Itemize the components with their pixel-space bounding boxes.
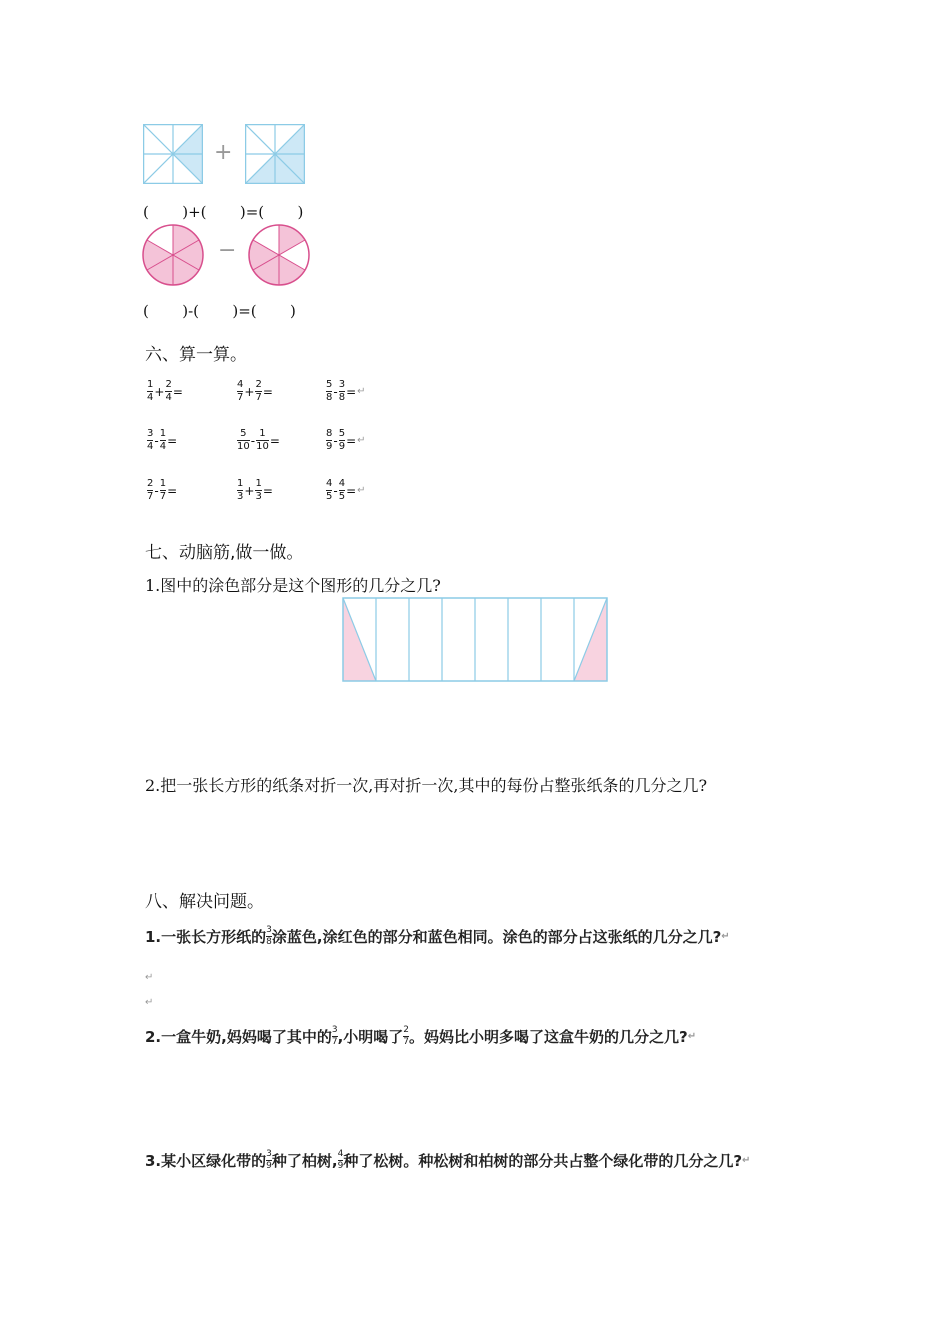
operator: - xyxy=(250,433,256,448)
fraction-a: $\frac{8}{9}$ xyxy=(326,428,333,452)
calc-problem xyxy=(326,479,366,502)
q2-fraction-2: $\frac{2}{7}$ xyxy=(403,1025,410,1047)
operator: - xyxy=(333,483,338,498)
fraction-b: $\frac{2}{7}$ xyxy=(255,379,262,403)
paragraph-mark-icon: ↵ xyxy=(145,972,154,983)
plus-operator: + xyxy=(214,140,233,165)
q3-text-middle: 种了柏树, xyxy=(271,1152,338,1170)
operator: + xyxy=(244,384,255,399)
equals-sign: = xyxy=(346,433,357,448)
calc-problem xyxy=(326,429,366,452)
paragraph-mark-icon: ↵ xyxy=(742,1155,751,1166)
q2-text-before: 2.一盒牛奶,妈妈喝了其中的 xyxy=(145,1028,332,1046)
calc-problem xyxy=(237,429,281,452)
calc-problem xyxy=(147,479,178,502)
equals-sign: = xyxy=(167,433,178,448)
q1-fraction: $\frac{3}{8}$ xyxy=(266,925,272,947)
q2-text-after: 。妈妈比小明多喝了这盒牛奶的几分之几? xyxy=(409,1028,688,1046)
fraction-b: $\frac{1}{4}$ xyxy=(159,428,167,452)
section7-question-2: 2.把一张长方形的纸条对折一次,再对折一次,其中的每份占整张纸条的几分之几? xyxy=(145,776,708,795)
paragraph-mark-icon: ↵ xyxy=(357,386,366,397)
operator: - xyxy=(154,483,159,498)
calc-problem xyxy=(237,479,274,502)
shaded-strip-figure xyxy=(342,597,608,683)
operator: - xyxy=(333,433,338,448)
q2-fraction-1: $\frac{3}{7}$ xyxy=(331,1025,338,1047)
subtraction-blank: ( )-( )=( ) xyxy=(143,302,296,320)
section6-title: 六、算一算。 xyxy=(145,345,247,365)
square-figure-right xyxy=(245,124,305,184)
fraction-b: $\frac{5}{9}$ xyxy=(338,428,346,452)
fraction-b: $\frac{4}{5}$ xyxy=(338,478,346,502)
fraction-a: $\frac{1}{4}$ xyxy=(147,379,154,403)
q3-fraction-2: $\frac{4}{9}$ xyxy=(337,1149,344,1171)
paragraph-mark-icon: ↵ xyxy=(721,931,730,942)
section8-question-3 xyxy=(145,1150,750,1171)
q1-text-after: 涂蓝色,涂红色的部分和蓝色相同。涂色的部分占这张纸的几分之几? xyxy=(271,928,722,946)
q3-text-after: 种了松树。种松树和柏树的部分共占整个绿化带的几分之几? xyxy=(343,1152,743,1170)
operator: + xyxy=(154,384,165,399)
fraction-a: $\frac{5}{10}$ xyxy=(237,428,250,452)
equals-sign: = xyxy=(346,384,357,399)
square-figure-left xyxy=(143,124,203,184)
calc-problem xyxy=(326,380,366,403)
section7-title: 七、动脑筋,做一做。 xyxy=(145,543,304,563)
fraction-a: $\frac{2}{7}$ xyxy=(147,478,154,502)
circle-figure-right xyxy=(248,224,310,286)
equals-sign: = xyxy=(172,384,183,399)
fraction-a: $\frac{5}{8}$ xyxy=(326,379,333,403)
fraction-a: $\frac{3}{4}$ xyxy=(147,428,154,452)
minus-operator: − xyxy=(218,238,237,263)
fraction-a: $\frac{4}{5}$ xyxy=(326,478,333,502)
q2-text-middle: ,小明喝了 xyxy=(337,1028,404,1046)
paragraph-mark-icon: ↵ xyxy=(687,1031,697,1042)
fraction-b: $\frac{2}{4}$ xyxy=(165,379,172,403)
equals-sign: = xyxy=(167,483,178,498)
circle-figure-left xyxy=(142,224,204,286)
fraction-a: $\frac{4}{7}$ xyxy=(237,379,244,403)
addition-blank: ( )+( )=( ) xyxy=(143,203,304,221)
q1-text-before: 1.一张长方形纸的 xyxy=(145,928,267,946)
fraction-b: $\frac{1}{7}$ xyxy=(159,478,167,502)
equals-sign: = xyxy=(262,384,273,399)
section8-question-1 xyxy=(145,926,730,947)
paragraph-mark-icon: ↵ xyxy=(145,997,154,1008)
calc-problem xyxy=(237,380,274,403)
paragraph-mark-icon: ↵ xyxy=(357,485,366,496)
operator: - xyxy=(333,384,338,399)
section7-question-1: 1.图中的涂色部分是这个图形的几分之几? xyxy=(145,576,441,595)
equals-sign: = xyxy=(346,483,357,498)
q3-text-before: 3.某小区绿化带的 xyxy=(145,1152,267,1170)
section8-question-2 xyxy=(145,1026,696,1047)
fraction-a: $\frac{1}{3}$ xyxy=(237,478,244,502)
section8-title: 八、解决问题。 xyxy=(145,892,264,912)
paragraph-mark-icon: ↵ xyxy=(357,435,366,446)
operator: - xyxy=(154,433,159,448)
equals-sign: = xyxy=(262,483,273,498)
calc-problem xyxy=(147,429,178,452)
operator: + xyxy=(244,483,255,498)
fraction-b: $\frac{3}{8}$ xyxy=(338,379,346,403)
q3-fraction-1: $\frac{3}{9}$ xyxy=(266,1149,272,1171)
fraction-b: $\frac{1}{10}$ xyxy=(256,428,269,452)
fraction-b: $\frac{1}{3}$ xyxy=(255,478,262,502)
calc-problem xyxy=(147,380,184,403)
equals-sign: = xyxy=(269,433,280,448)
